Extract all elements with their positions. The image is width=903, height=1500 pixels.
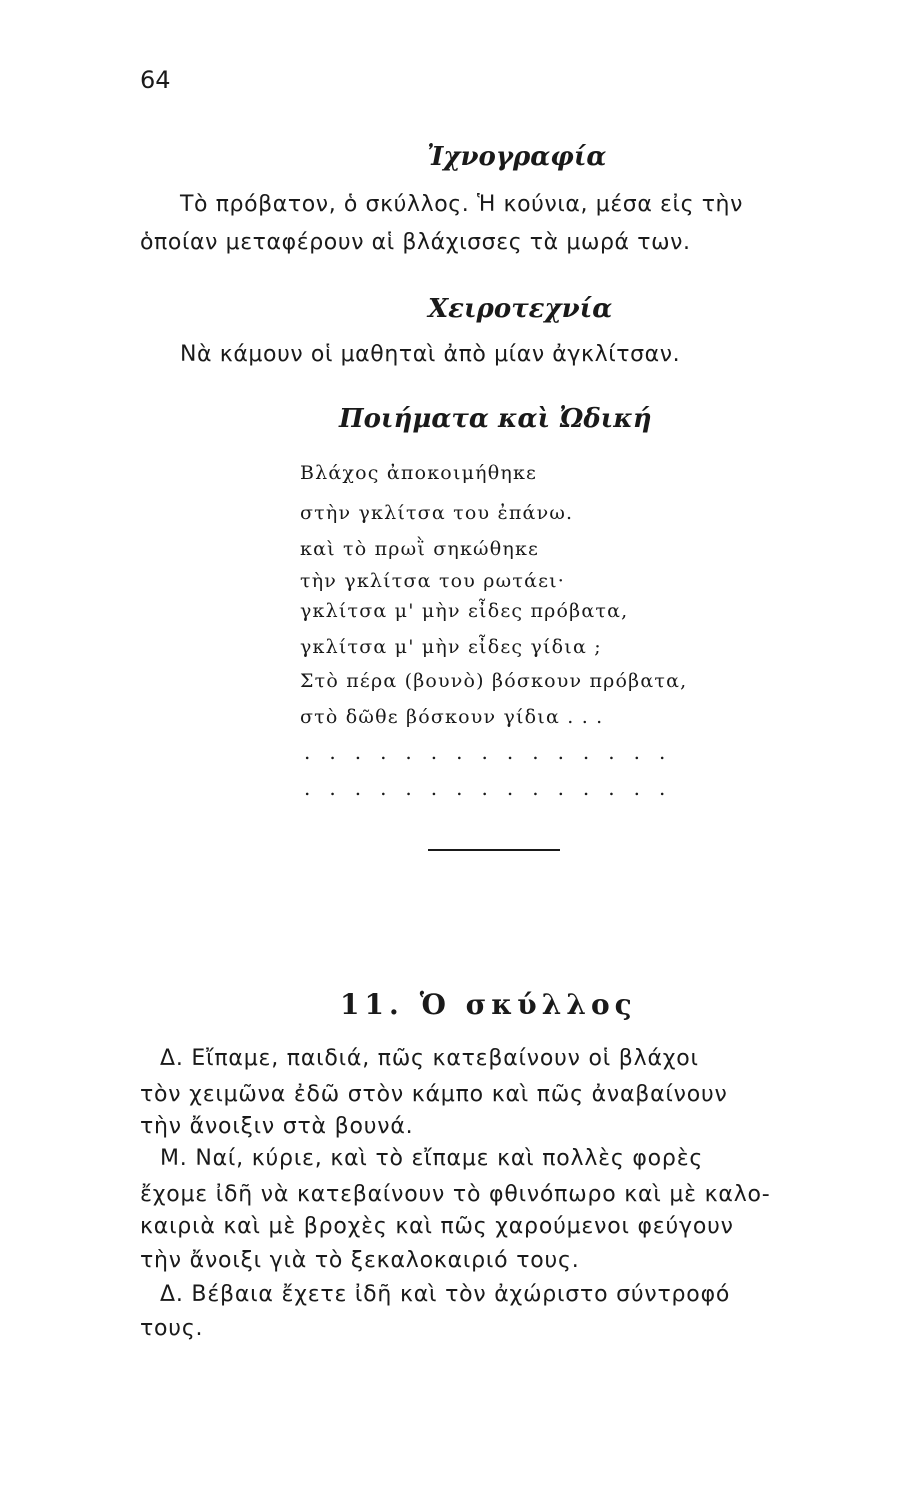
poem-line: Στὸ πέρα (βουνὸ) βόσκουν πρόβατα, bbox=[300, 670, 688, 692]
page-number: 64 bbox=[140, 66, 171, 94]
dialogue-line: ἔχομε ἰδῆ νὰ κατεβαίνουν τὸ φθινόπωρο καὶ μὲ καλο- bbox=[140, 1182, 771, 1207]
poem-line: καὶ τὸ πρωῒ σηκώθηκε bbox=[300, 538, 540, 560]
section-divider bbox=[428, 849, 560, 851]
dialogue-line: Δ. Βέβαια ἔχετε ἰδῆ καὶ τὸν ἀχώριστο σύντροφό bbox=[160, 1282, 731, 1307]
section-title-cheirotechnia: Χειροτεχνία bbox=[428, 294, 613, 324]
dialogue-line: Δ. Εἴπαμε, παιδιά, πῶς κατεβαίνουν οἱ βλάχοι bbox=[160, 1046, 699, 1071]
dialogue-line: Μ. Ναί, κύριε, καὶ τὸ εἴπαμε καὶ πολλὲς φορὲς bbox=[160, 1146, 704, 1171]
poem-line: στὴν γκλίτσα του ἐπάνω. bbox=[300, 502, 574, 524]
ellipsis-dots: ............... bbox=[304, 776, 685, 800]
poem-line: τὴν γκλίτσα του ρωτάει· bbox=[300, 570, 566, 592]
text-line: ὁποίαν μεταφέρουν αἱ βλάχισσες τὰ μωρά των. bbox=[140, 230, 691, 255]
ellipsis-dots: ............... bbox=[304, 740, 685, 764]
chapter-heading bbox=[340, 988, 637, 1021]
chapter-title: Ὁ σκύλλος bbox=[419, 988, 637, 1021]
poem-line: γκλίτσα μ' μὴν εἶδες πρόβατα, bbox=[300, 600, 629, 622]
chapter-number: 11. bbox=[340, 988, 404, 1021]
dialogue-line: τους. bbox=[140, 1316, 204, 1341]
text-line: Τὸ πρόβατον, ὁ σκύλλος. Ἡ κούνια, μέσα εἰς τὴν bbox=[180, 192, 743, 217]
poem-line: στὸ δῶθε βόσκουν γίδια . . . bbox=[300, 706, 604, 728]
text-line: Νὰ κάμουν οἱ μαθηταὶ ἀπὸ μίαν ἀγκλίτσαν. bbox=[180, 342, 681, 367]
poem-line: γκλίτσα μ' μὴν εἶδες γίδια ; bbox=[300, 636, 602, 658]
dialogue-line: τὸν χειμῶνα ἐδῶ στὸν κάμπο καὶ πῶς ἀναβαίνουν bbox=[140, 1082, 728, 1107]
section-title-poiimata: Ποιήματα καὶ Ὠδική bbox=[339, 404, 652, 434]
dialogue-line: τὴν ἄνοιξι γιὰ τὸ ξεκαλοκαιριό τους. bbox=[140, 1248, 580, 1273]
dialogue-line: καιριὰ καὶ μὲ βροχὲς καὶ πῶς χαρούμενοι φεύγουν bbox=[140, 1214, 734, 1239]
poem-line: Βλάχος ἀποκοιμήθηκε bbox=[300, 462, 538, 484]
section-title-ichnografia: Ἰχνογραφία bbox=[427, 142, 607, 172]
dialogue-line: τὴν ἄνοιξιν στὰ βουνά. bbox=[140, 1114, 414, 1139]
